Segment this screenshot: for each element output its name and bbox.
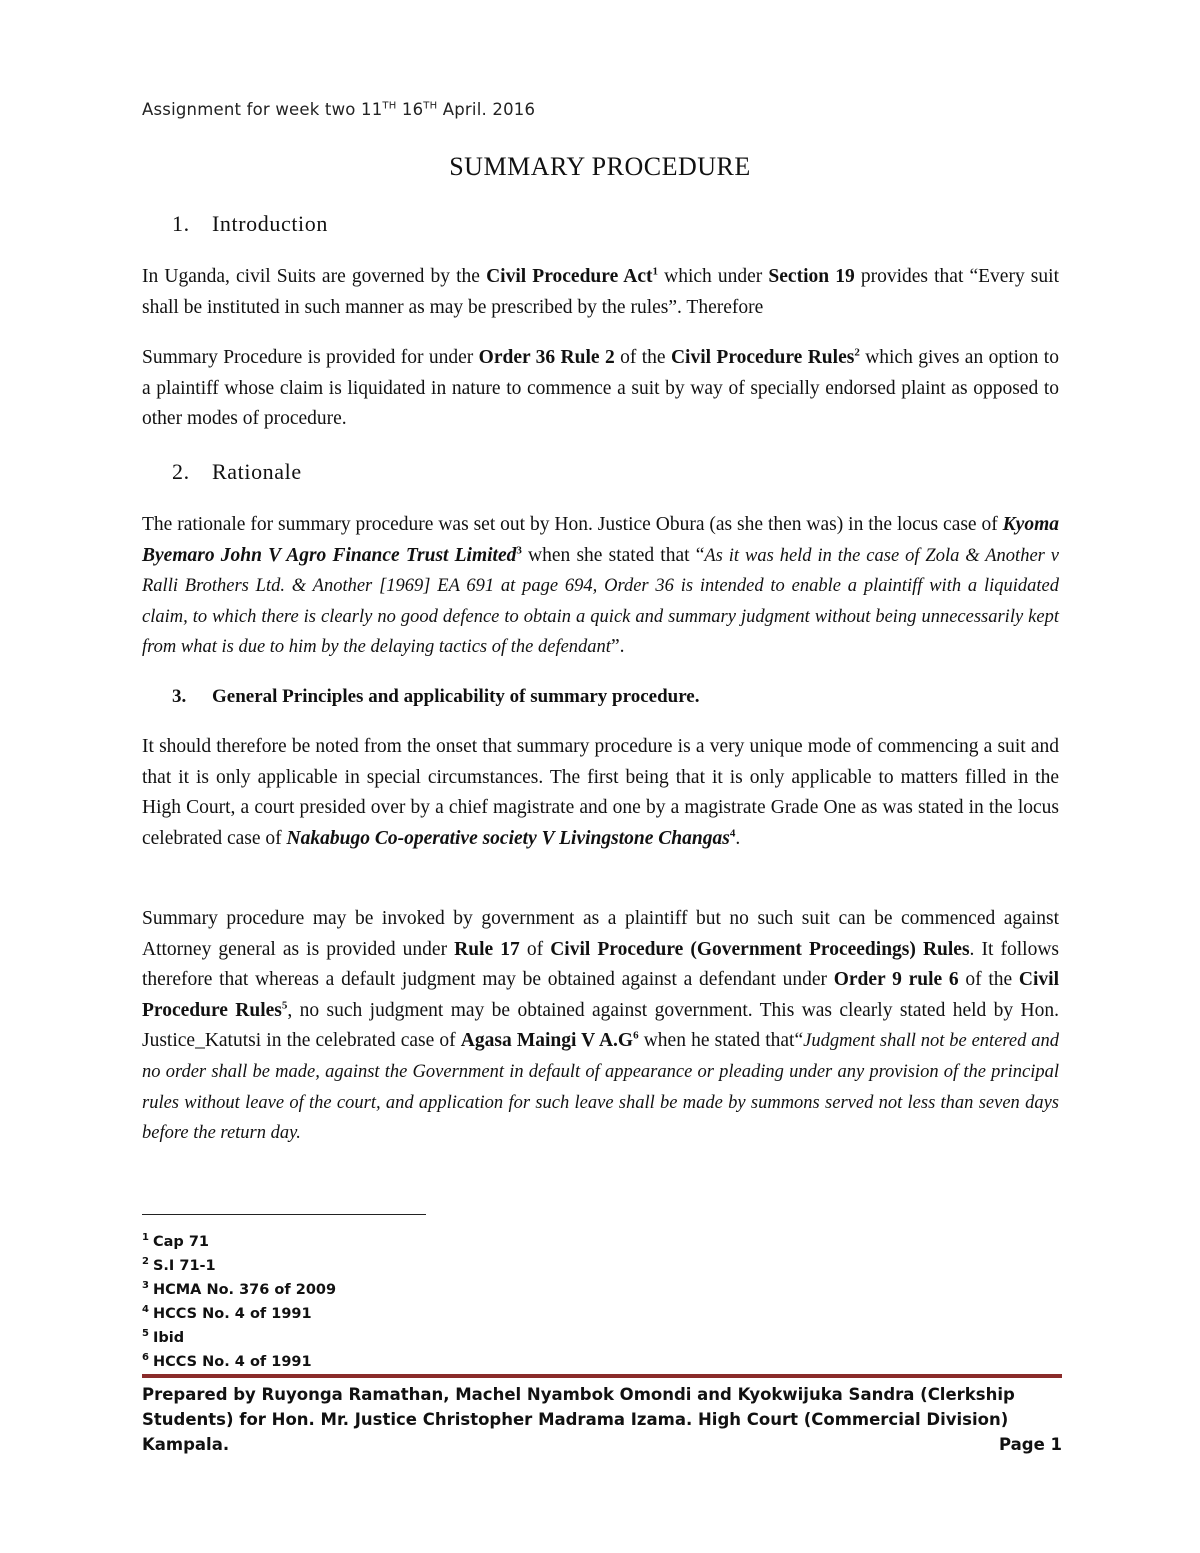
footnote-ref-6: 6	[633, 1029, 639, 1042]
footnote: $^1$ Cap 71	[142, 1232, 210, 1250]
footnote-ref-3: 3	[516, 544, 522, 557]
page-footer	[142, 1382, 1062, 1457]
footnote-ref-1: 1	[652, 265, 658, 278]
footnote: $^2$ S.I 71-1	[142, 1256, 216, 1274]
paragraph-rationale: The rationale for summary procedure was set out by Hon. Justice Obura (as she then was) in the locus case of Kyoma Byemaro John V Agro Finance Trust Limited$^3$ when she stated that “As it was held in the case of Zola & Another v Ralli Brothers Ltd. & Another [1969] EA 691 at page 694, Order 36 is intended to enable a plaintiff with a liquidated claim, to which there is clearly no good defence to obtain a quick and summary judgment without being unnecessarily kept from what is due to him by the delaying tactics of the defendant”.	[142, 514, 1059, 658]
page-header: Assignment for week two 11TH 16TH April. 2016	[142, 100, 536, 119]
section-heading-general-principles: 3. General Principles and applicability of summary procedure.	[172, 686, 700, 707]
footnotes	[142, 1226, 336, 1370]
footer-line-1: Prepared by Ruyonga Ramathan, Machel Nyambok Omondi and Kyokwijuka Sandra (Clerkship	[142, 1385, 1015, 1404]
section-heading-rationale: 2. Rationale	[172, 459, 302, 484]
footnote: $^6$ HCCS No. 4 of 1991	[142, 1352, 312, 1370]
footnote-ref-2: 2	[854, 346, 860, 359]
document-title: SUMMARY PROCEDURE	[449, 152, 751, 181]
footnote-ref-4: 4	[729, 827, 736, 840]
footer-line-2: Students) for Hon. Mr. Justice Christopher Madrama Izama. High Court (Commercial Division)	[142, 1410, 1009, 1429]
footnote: $^5$ Ibid	[142, 1328, 185, 1346]
footer-rule	[142, 1374, 1062, 1378]
paragraph-applicability: It should therefore be noted from the onset that summary procedure is a very unique mode of commencing a suit and that it is only applicable in special circumstances. The first being that it is only applicable to matters filled in the High Court, a court presided over by a chief magistrate and one by a magistrate Grade One as was stated in the locus celebrated case of Nakabugo Co-operative society V Livingstone Changas$^4$.	[142, 736, 1059, 849]
paragraph-summary-procedure: Summary Procedure is provided for under Order 36 Rule 2 of the Civil Procedure Rules$^2$ which gives an option to a plaintiff whose claim is liquidated in nature to commence a suit by way of specially endorsed plaint as opposed to other modes of procedure.	[142, 346, 1059, 430]
footer-line-3: Kampala.	[142, 1435, 230, 1454]
section-heading-introduction: 1. Introduction	[172, 211, 328, 236]
paragraph-introduction: In Uganda, civil Suits are governed by the Civil Procedure Act$^1$ which under Section 19 provides that “Every suit shall be instituted in such manner as may be prescribed by the rules”. Therefore	[142, 265, 1059, 318]
footnote: $^3$ HCMA No. 376 of 2009	[142, 1280, 337, 1298]
footnote-ref-5: 5	[281, 999, 288, 1012]
footnote-separator	[142, 1214, 426, 1215]
header-sup-1: TH	[382, 100, 397, 112]
page-number: Page 1	[998, 1435, 1062, 1454]
header-sup-2: TH	[423, 100, 438, 112]
footnote: $^4$ HCCS No. 4 of 1991	[142, 1304, 312, 1322]
paragraph-government: Summary procedure may be invoked by government as a plaintiff but no such suit can be commenced against Attorney general as is provided under Rule 17 of Civil Procedure (Government Proceedings) Rules. It follows therefore that whereas a default judgment may be obtained against a defendant under Order 9 rule 6 of the Civil Procedure Rules$^5$, no such judgment may be obtained against government. This was clearly stated held by Hon. Justice_Katutsi in the celebrated case of Agasa Maingi V $A.G^6$ when he stated that“Judgment shall not be entered and no order shall be made, against the Government in default of appearance or pleading under any provision of the principal rules without leave of the court, and application for such leave shall be made by summons served not less than seven days before the return day.	[142, 908, 1060, 1144]
